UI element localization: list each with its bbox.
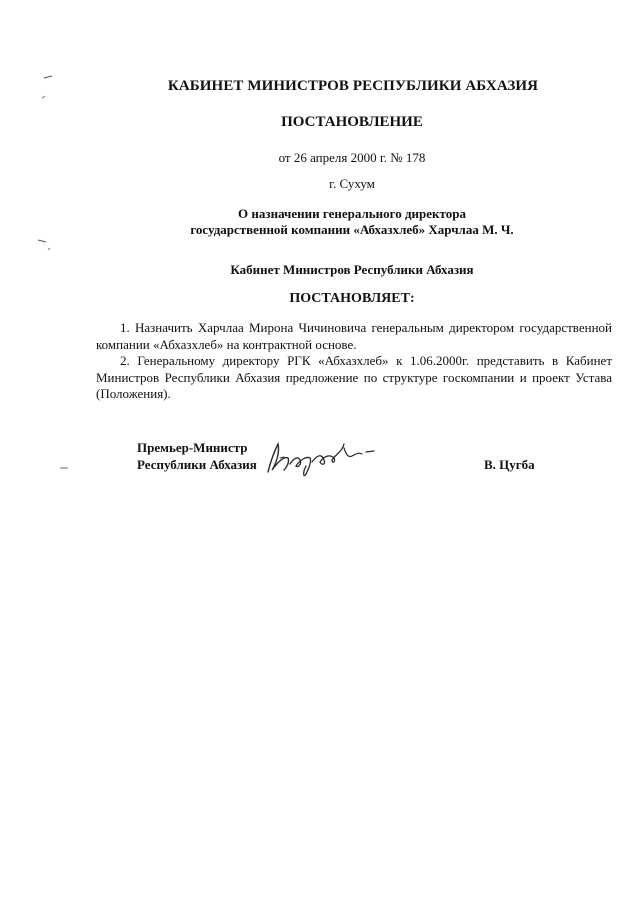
scan-speck [38, 236, 58, 256]
document-subject-line1: О назначении генерального директора [238, 206, 466, 221]
paragraph-1: 1. Назначить Харчлаа Мирона Чичиновича генеральным директором государственной компании «Абхазхлеб» на контрактной основе. [96, 320, 612, 352]
handwritten-signature [262, 434, 382, 478]
scan-speck [60, 464, 72, 472]
signatory-title-line2: Республики Абхазия [137, 456, 257, 472]
document-header: КАБИНЕТ МИНИСТРОВ РЕСПУБЛИКИ АБХАЗИЯ [167, 78, 539, 94]
document-type-title: ПОСТАНОВЛЕНИЕ [281, 114, 423, 130]
document-subject-line2: государственной компании «Абхазхлеб» Харчлаа М. Ч. [190, 222, 514, 237]
document-issuer: Кабинет Министров Республики Абхазия [230, 262, 474, 277]
document-date: от 26 апреля 2000 г. № 178 [278, 150, 426, 165]
signatory-title [137, 440, 257, 473]
scan-speck [42, 72, 56, 102]
signatory-title-line1: Премьер-Министр [137, 440, 248, 455]
signatory-name: В. Цугба [484, 457, 535, 472]
paragraph-2: 2. Генеральному директору РГК «Абхазхлеб» к 1.06.2000г. представить в Кабинет Министров Республики Абхазия предложение по структуре госкомпании и проект Устава (Положения). [96, 353, 612, 401]
document-resolves-heading: ПОСТАНОВЛЯЕТ: [289, 291, 415, 306]
document-body [96, 320, 612, 403]
document-city: г. Сухум [329, 176, 375, 191]
